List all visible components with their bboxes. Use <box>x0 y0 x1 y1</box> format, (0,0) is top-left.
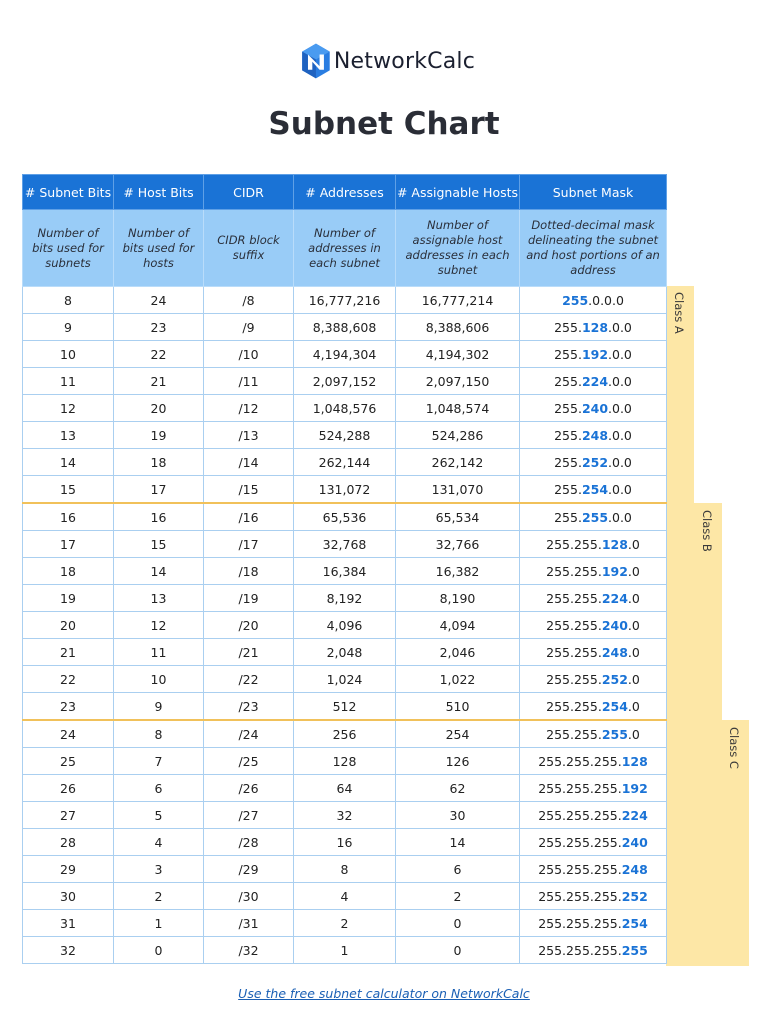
table-row <box>23 503 667 531</box>
table-row <box>23 314 667 341</box>
cell-addresses: 1,024 <box>294 666 396 693</box>
table-row <box>23 937 667 964</box>
table-row <box>23 341 667 368</box>
cell-host-bits: 14 <box>114 558 204 585</box>
cell-assignable-hosts: 4,094 <box>396 612 520 639</box>
cell-assignable-hosts: 16,382 <box>396 558 520 585</box>
cell-assignable-hosts: 62 <box>396 775 520 802</box>
cell-subnet-bits: 27 <box>23 802 114 829</box>
mask-prefix: 255. <box>554 509 582 525</box>
cell-assignable-hosts: 14 <box>396 829 520 856</box>
mask-highlight: 254 <box>581 481 609 497</box>
cell-host-bits: 2 <box>114 883 204 910</box>
mask-highlight: 240 <box>601 617 628 633</box>
cell-host-bits: 10 <box>114 666 204 693</box>
col-header-subnet-bits: # Subnet Bits <box>23 175 114 210</box>
table-row <box>23 802 667 829</box>
cell-assignable-hosts: 2,046 <box>396 639 520 666</box>
table-row <box>23 368 667 395</box>
cell-addresses: 16,384 <box>294 558 396 585</box>
mask-highlight: 255 <box>621 942 648 958</box>
cell-assignable-hosts: 524,286 <box>396 422 520 449</box>
cell-cidr: /30 <box>204 883 294 910</box>
cell-cidr: /31 <box>204 910 294 937</box>
cell-host-bits: 12 <box>114 612 204 639</box>
cell-subnet-mask <box>520 476 667 504</box>
table-row <box>23 395 667 422</box>
cell-subnet-mask <box>520 748 667 775</box>
cell-assignable-hosts: 2 <box>396 883 520 910</box>
cell-subnet-mask <box>520 720 667 748</box>
cell-assignable-hosts: 0 <box>396 910 520 937</box>
col-desc-addresses: Number of addresses in each subnet <box>294 210 396 287</box>
cell-subnet-bits: 10 <box>23 341 114 368</box>
mask-prefix: 255.255. <box>546 726 602 742</box>
mask-prefix: 255.255.255. <box>538 915 622 931</box>
cell-subnet-bits: 13 <box>23 422 114 449</box>
mask-suffix: .0.0 <box>608 373 632 389</box>
mask-suffix: .0.0 <box>608 346 632 362</box>
cell-assignable-hosts: 16,777,214 <box>396 287 520 314</box>
cell-addresses: 4,194,304 <box>294 341 396 368</box>
cell-host-bits: 1 <box>114 910 204 937</box>
cell-addresses: 131,072 <box>294 476 396 504</box>
col-header-assignable-hosts: # Assignable Hosts <box>396 175 520 210</box>
cell-subnet-mask <box>520 829 667 856</box>
mask-prefix: 255. <box>554 481 582 497</box>
cell-cidr: /12 <box>204 395 294 422</box>
cell-assignable-hosts: 2,097,150 <box>396 368 520 395</box>
cell-addresses: 16,777,216 <box>294 287 396 314</box>
mask-suffix: .0 <box>627 536 640 552</box>
cell-host-bits: 19 <box>114 422 204 449</box>
cell-cidr: /21 <box>204 639 294 666</box>
cell-cidr: /15 <box>204 476 294 504</box>
cell-subnet-bits: 22 <box>23 666 114 693</box>
cell-subnet-mask <box>520 341 667 368</box>
cell-assignable-hosts: 0 <box>396 937 520 964</box>
cell-subnet-mask <box>520 422 667 449</box>
cell-subnet-bits: 25 <box>23 748 114 775</box>
mask-prefix: 255.255.255. <box>538 780 622 796</box>
mask-prefix: 255.255. <box>546 671 602 687</box>
page-title: Subnet Chart <box>268 106 500 142</box>
cell-assignable-hosts: 1,022 <box>396 666 520 693</box>
mask-suffix: .0.0 <box>608 400 632 416</box>
brand-name: NetworkCalc <box>333 48 475 74</box>
mask-prefix: 255.255.255. <box>538 753 622 769</box>
mask-highlight: 248 <box>581 427 609 443</box>
cell-addresses: 8,388,608 <box>294 314 396 341</box>
cell-subnet-mask <box>520 612 667 639</box>
col-header-host-bits: # Host Bits <box>114 175 204 210</box>
cell-cidr: /22 <box>204 666 294 693</box>
cell-cidr: /28 <box>204 829 294 856</box>
cell-subnet-mask <box>520 666 667 693</box>
table-body <box>23 287 667 964</box>
table-row <box>23 720 667 748</box>
cell-assignable-hosts: 8,190 <box>396 585 520 612</box>
cell-subnet-bits: 19 <box>23 585 114 612</box>
cell-subnet-bits: 14 <box>23 449 114 476</box>
cell-subnet-mask <box>520 802 667 829</box>
cell-addresses: 64 <box>294 775 396 802</box>
cell-addresses: 8,192 <box>294 585 396 612</box>
footer <box>0 986 768 1001</box>
mask-suffix: .0 <box>627 726 640 742</box>
cell-subnet-bits: 17 <box>23 531 114 558</box>
col-header-subnet-mask: Subnet Mask <box>520 175 667 210</box>
cell-subnet-bits: 30 <box>23 883 114 910</box>
mask-highlight: 192 <box>621 780 648 796</box>
col-desc-subnet-bits: Number of bits used for subnets <box>23 210 114 287</box>
cell-cidr: /23 <box>204 693 294 721</box>
mask-prefix: 255.255. <box>546 644 602 660</box>
mask-prefix: 255.255.255. <box>538 807 622 823</box>
cell-addresses: 256 <box>294 720 396 748</box>
mask-suffix: .0 <box>627 563 640 579</box>
cell-subnet-bits: 15 <box>23 476 114 504</box>
mask-highlight: 254 <box>621 915 648 931</box>
cell-addresses: 524,288 <box>294 422 396 449</box>
cell-host-bits: 15 <box>114 531 204 558</box>
mask-highlight: 252 <box>621 888 648 904</box>
mask-prefix: 255.255. <box>546 698 602 714</box>
cell-addresses: 4,096 <box>294 612 396 639</box>
mask-prefix: 255. <box>554 319 582 335</box>
header-row <box>23 175 667 210</box>
cell-subnet-bits: 18 <box>23 558 114 585</box>
cell-subnet-mask <box>520 639 667 666</box>
cell-subnet-mask <box>520 856 667 883</box>
mask-suffix: .0.0 <box>608 509 632 525</box>
table-row <box>23 558 667 585</box>
cell-subnet-bits: 29 <box>23 856 114 883</box>
cell-cidr: /24 <box>204 720 294 748</box>
mask-suffix: .0.0 <box>608 454 632 470</box>
cell-host-bits: 18 <box>114 449 204 476</box>
cell-host-bits: 9 <box>114 693 204 721</box>
cell-subnet-bits: 11 <box>23 368 114 395</box>
cell-addresses: 8 <box>294 856 396 883</box>
subnet-calculator-link[interactable]: Use the free subnet calculator on NetworkCalc <box>238 986 530 1001</box>
cell-addresses: 2,048 <box>294 639 396 666</box>
col-header-cidr: CIDR <box>204 175 294 210</box>
networkcalc-logo[interactable] <box>300 34 475 88</box>
mask-suffix: .0 <box>627 671 640 687</box>
cell-host-bits: 16 <box>114 503 204 531</box>
mask-highlight: 255 <box>601 726 628 742</box>
cell-host-bits: 23 <box>114 314 204 341</box>
cell-subnet-bits: 20 <box>23 612 114 639</box>
class-a-label: Class A <box>672 292 686 334</box>
class-c-label: Class C <box>727 727 741 769</box>
logo-hexagon-icon <box>300 35 332 87</box>
table-row <box>23 693 667 721</box>
mask-prefix: 255. <box>554 427 582 443</box>
mask-prefix: 255.255.255. <box>538 888 622 904</box>
cell-assignable-hosts: 32,766 <box>396 531 520 558</box>
cell-host-bits: 0 <box>114 937 204 964</box>
cell-subnet-mask <box>520 693 667 721</box>
mask-suffix: .0.0 <box>608 481 632 497</box>
cell-cidr: /26 <box>204 775 294 802</box>
cell-cidr: /10 <box>204 341 294 368</box>
cell-cidr: /8 <box>204 287 294 314</box>
cell-subnet-bits: 24 <box>23 720 114 748</box>
mask-prefix: 255.255. <box>546 563 602 579</box>
table-row <box>23 476 667 504</box>
cell-subnet-bits: 21 <box>23 639 114 666</box>
mask-suffix: .0 <box>627 644 640 660</box>
cell-subnet-mask <box>520 287 667 314</box>
cell-assignable-hosts: 65,534 <box>396 503 520 531</box>
cell-subnet-bits: 23 <box>23 693 114 721</box>
table-row <box>23 639 667 666</box>
mask-highlight: 252 <box>601 671 628 687</box>
cell-host-bits: 7 <box>114 748 204 775</box>
mask-highlight: 252 <box>581 454 609 470</box>
mask-prefix: 255.255. <box>546 617 602 633</box>
cell-cidr: /16 <box>204 503 294 531</box>
cell-subnet-mask <box>520 314 667 341</box>
cell-addresses: 2 <box>294 910 396 937</box>
cell-addresses: 16 <box>294 829 396 856</box>
mask-prefix: 255. <box>554 400 582 416</box>
cell-assignable-hosts: 131,070 <box>396 476 520 504</box>
mask-prefix: 255.255.255. <box>538 861 622 877</box>
table-row <box>23 856 667 883</box>
cell-subnet-bits: 8 <box>23 287 114 314</box>
cell-addresses: 128 <box>294 748 396 775</box>
mask-highlight: 192 <box>601 563 628 579</box>
cell-host-bits: 11 <box>114 639 204 666</box>
cell-host-bits: 17 <box>114 476 204 504</box>
cell-subnet-mask <box>520 531 667 558</box>
mask-highlight: 248 <box>601 644 628 660</box>
table-row <box>23 449 667 476</box>
cell-subnet-mask <box>520 775 667 802</box>
subnet-table <box>22 174 667 964</box>
cell-cidr: /25 <box>204 748 294 775</box>
mask-prefix: 255. <box>554 373 582 389</box>
mask-suffix: .0 <box>627 617 640 633</box>
mask-prefix: 255.255.255. <box>538 834 622 850</box>
description-row <box>23 210 667 287</box>
cell-addresses: 512 <box>294 693 396 721</box>
cell-host-bits: 6 <box>114 775 204 802</box>
cell-addresses: 4 <box>294 883 396 910</box>
cell-addresses: 2,097,152 <box>294 368 396 395</box>
cell-assignable-hosts: 126 <box>396 748 520 775</box>
cell-assignable-hosts: 6 <box>396 856 520 883</box>
mask-highlight: 240 <box>621 834 648 850</box>
table-row <box>23 883 667 910</box>
cell-subnet-bits: 28 <box>23 829 114 856</box>
table-row <box>23 585 667 612</box>
mask-highlight: 128 <box>581 319 609 335</box>
cell-assignable-hosts: 4,194,302 <box>396 341 520 368</box>
cell-subnet-mask <box>520 585 667 612</box>
col-desc-assignable-hosts: Number of assignable host addresses in each subnet <box>396 210 520 287</box>
mask-prefix: 255.255.255. <box>538 942 622 958</box>
cell-cidr: /27 <box>204 802 294 829</box>
cell-cidr: /29 <box>204 856 294 883</box>
cell-cidr: /18 <box>204 558 294 585</box>
cell-subnet-mask <box>520 368 667 395</box>
cell-subnet-bits: 16 <box>23 503 114 531</box>
col-desc-host-bits: Number of bits used for hosts <box>114 210 204 287</box>
cell-cidr: /17 <box>204 531 294 558</box>
cell-host-bits: 4 <box>114 829 204 856</box>
class-b-label: Class B <box>700 510 714 552</box>
cell-subnet-bits: 31 <box>23 910 114 937</box>
cell-subnet-bits: 9 <box>23 314 114 341</box>
mask-highlight: 254 <box>601 698 628 714</box>
col-desc-subnet-mask: Dotted-decimal mask delineating the subnet and host portions of an address <box>520 210 667 287</box>
cell-cidr: /14 <box>204 449 294 476</box>
cell-subnet-bits: 12 <box>23 395 114 422</box>
cell-subnet-mask <box>520 937 667 964</box>
cell-host-bits: 20 <box>114 395 204 422</box>
mask-suffix: .0 <box>627 698 640 714</box>
cell-addresses: 32 <box>294 802 396 829</box>
cell-subnet-bits: 32 <box>23 937 114 964</box>
cell-host-bits: 21 <box>114 368 204 395</box>
mask-highlight: 192 <box>581 346 609 362</box>
mask-prefix: 255. <box>554 454 582 470</box>
cell-host-bits: 24 <box>114 287 204 314</box>
mask-highlight: 224 <box>621 807 648 823</box>
table-row <box>23 612 667 639</box>
cell-assignable-hosts: 254 <box>396 720 520 748</box>
mask-highlight: 248 <box>621 861 648 877</box>
mask-highlight: 224 <box>601 590 628 606</box>
mask-highlight: 240 <box>581 400 609 416</box>
cell-host-bits: 22 <box>114 341 204 368</box>
cell-addresses: 1 <box>294 937 396 964</box>
cell-assignable-hosts: 30 <box>396 802 520 829</box>
table-row <box>23 666 667 693</box>
mask-highlight: 128 <box>621 753 648 769</box>
table-row <box>23 531 667 558</box>
cell-host-bits: 5 <box>114 802 204 829</box>
cell-addresses: 32,768 <box>294 531 396 558</box>
cell-host-bits: 3 <box>114 856 204 883</box>
mask-prefix: 255.255. <box>546 590 602 606</box>
cell-cidr: /19 <box>204 585 294 612</box>
cell-addresses: 1,048,576 <box>294 395 396 422</box>
cell-subnet-mask <box>520 395 667 422</box>
cell-cidr: /13 <box>204 422 294 449</box>
cell-assignable-hosts: 8,388,606 <box>396 314 520 341</box>
cell-subnet-mask <box>520 910 667 937</box>
mask-suffix: .0.0.0 <box>588 292 624 308</box>
cell-assignable-hosts: 262,142 <box>396 449 520 476</box>
cell-cidr: /20 <box>204 612 294 639</box>
mask-prefix: 255.255. <box>546 536 602 552</box>
cell-subnet-mask <box>520 558 667 585</box>
cell-subnet-mask <box>520 883 667 910</box>
cell-assignable-hosts: 1,048,574 <box>396 395 520 422</box>
cell-cidr: /11 <box>204 368 294 395</box>
cell-subnet-bits: 26 <box>23 775 114 802</box>
cell-subnet-mask <box>520 449 667 476</box>
cell-host-bits: 8 <box>114 720 204 748</box>
cell-addresses: 65,536 <box>294 503 396 531</box>
cell-cidr: /32 <box>204 937 294 964</box>
table-row <box>23 287 667 314</box>
cell-cidr: /9 <box>204 314 294 341</box>
table-row <box>23 748 667 775</box>
mask-suffix: .0.0 <box>608 319 632 335</box>
cell-assignable-hosts: 510 <box>396 693 520 721</box>
mask-suffix: .0.0 <box>608 427 632 443</box>
cell-subnet-mask <box>520 503 667 531</box>
col-header-addresses: # Addresses <box>294 175 396 210</box>
mask-suffix: .0 <box>627 590 640 606</box>
mask-highlight: 128 <box>601 536 628 552</box>
table-row <box>23 775 667 802</box>
table-row <box>23 829 667 856</box>
col-desc-cidr: CIDR block suffix <box>204 210 294 287</box>
cell-addresses: 262,144 <box>294 449 396 476</box>
mask-prefix: 255. <box>554 346 582 362</box>
mask-highlight: 224 <box>581 373 609 389</box>
cell-host-bits: 13 <box>114 585 204 612</box>
table-row <box>23 422 667 449</box>
mask-highlight: 255 <box>581 509 609 525</box>
mask-highlight: 255 <box>562 292 589 308</box>
table-row <box>23 910 667 937</box>
